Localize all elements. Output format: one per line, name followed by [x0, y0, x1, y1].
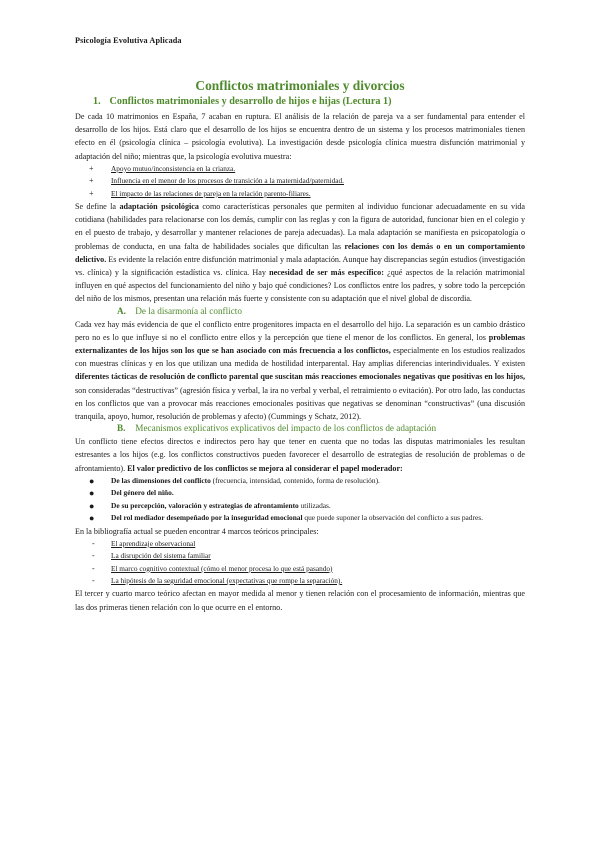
- list-item-text: (frecuencia, intensidad, contenido, forma de resolución).: [210, 475, 380, 485]
- document-title: Conflictos matrimoniales y divorcios: [195, 78, 405, 93]
- paragraph-1: De cada 10 matrimonios en España, 7 acaban en ruptura. El análisis de la relación de pareja va a ser fundamental para entender el desarrollo de los hijos. Está claro que el desarrollo de los hijos se encuentra dentro de un sistema y los procesos matrimoniales tienen efecto en él (psicología clínica – psicología evolutiva). La investigación desde psicología clínica muestra disfunción matrimonial y adaptación del niño; mientras que, la psicología evolutiva muestra:: [75, 112, 525, 161]
- list-item: [89, 163, 525, 175]
- bullet-list-1: [75, 163, 525, 200]
- text-run: como características personales que permiten al individuo funcionar adecuadamente en su vida cotidiana (habilidades para relacionarse con los demás, cumplir con las reglas y con la figura de autoridad, funcionar bien en el colegio y en el puesto de trabajo, y desarrollar y mantener relaciones de pareja adecuadas). La mala adaptación se manifiesta en psicopatología o problemas de conducta, en una falta de habilidades sociales que dificultan las: [75, 202, 525, 251]
- plus-marker: +: [89, 163, 94, 173]
- dash-marker: -: [92, 575, 95, 585]
- section-b-title: Mecanismos explicativos explicativos del impacto de los conflictos de adaptación: [135, 423, 437, 434]
- section-a-title: De la disarmonía al conflicto: [135, 305, 242, 316]
- section-a-letter: A.: [117, 305, 126, 316]
- list-item: [89, 512, 525, 524]
- section-1-heading: [93, 96, 525, 107]
- plus-marker: +: [89, 176, 94, 186]
- bold-term: necesidad de ser más específico:: [269, 268, 384, 278]
- document-body: [75, 78, 525, 614]
- paragraph-5: En la bibliografía actual se pueden encontrar 4 marcos teóricos principales:: [75, 526, 319, 536]
- list-item: [89, 563, 525, 575]
- bold-term: El valor predictivo de los conflictos se mejora al considerar el papel moderador:: [127, 463, 403, 473]
- text-run: ¿qué aspectos de la relación matrimonial influyen en qué aspectos del funcionamiento del niño y bajo qué condiciones? Los conflictos entre los padres, y sobre todo la percepción del niño de los mismos, presentan una relación más fuerte y consistente con su adaptación que el nivel global de discordia.: [75, 268, 525, 304]
- list-item-text: utilizadas.: [298, 500, 331, 510]
- bullet-dot: ●: [89, 488, 95, 499]
- section-1-title: Conflictos matrimoniales y desarrollo de hijos e hijas (Lectura 1): [109, 96, 392, 107]
- section-b-letter: B.: [117, 423, 126, 434]
- text-run: Es evidente la relación entre disfunción matrimonial y mala adaptación. Aunque hay discrepancias según estudios (investigación vs. clínica) y la significación estadística vs. clínica. Hay: [75, 254, 525, 278]
- list-item: [89, 500, 525, 512]
- list-item: [89, 475, 525, 487]
- bullet-list-2: [75, 475, 525, 525]
- section-a-heading: [117, 306, 525, 316]
- bold-term: problemas externalizantes de los hijos son los que se han asociado con más frecuencia a los conflictos,: [75, 332, 525, 356]
- section-b-heading: [117, 423, 525, 433]
- list-item-text: La hipótesis de la seguridad emocional (expectativas que rompe la separación).: [111, 575, 343, 585]
- text-run: son consideradas “destructivas” (agresión física y verbal, la ira no verbal y verbal, el retraimiento o evitación). Por otro lado, las conductas en los conflictos que van a provocar más reacciones emocionales positivas que negativas se denominan “constructivas” (una discusión tranquila, apoyo, humor, resolución de problemas y afecto) (Cummings y Schatz, 2012).: [75, 385, 525, 422]
- list-item: [89, 175, 525, 187]
- bold-term: Del género del niño.: [111, 488, 174, 498]
- list-item: [89, 487, 525, 499]
- text-run: Un conflicto tiene efectos directos e indirectos pero hay que tener en cuenta que no todas las disputas matrimoniales les resultan estresantes a los hijos (e.g. los conflictos constructivos pueden favorecer el desarrollo de estrategias de resolución de problemas o de afrontamiento).: [75, 437, 525, 473]
- running-header: Psicología Evolutiva Aplicada: [75, 36, 182, 45]
- bold-term: De su percepción, valoración y estrategias de afrontamiento: [111, 500, 299, 510]
- section-1-number: 1.: [93, 96, 101, 107]
- bullet-dot: ●: [89, 513, 95, 524]
- list-item-text: La disrupción del sistema familiar: [111, 551, 211, 561]
- paragraph-4: [75, 435, 525, 475]
- list-item: [89, 188, 525, 200]
- list-item: [89, 538, 525, 550]
- list-item-text: Apoyo mutuo/inconsistencia en la crianza.: [111, 163, 236, 173]
- paragraph-3: [75, 318, 525, 424]
- bold-term: Del rol mediador desempeñado por la inseguridad emocional: [111, 513, 303, 523]
- list-item-text: que puede suponer la observación del conflicto a sus padres.: [302, 513, 483, 523]
- list-item-text: Influencia en el menor de los procesos de transición a la maternidad/paternidad.: [111, 176, 345, 186]
- list-item: [89, 550, 525, 562]
- bullet-list-3: [75, 538, 525, 588]
- text-run: Se define la: [75, 202, 120, 212]
- list-item-text: El impacto de las relaciones de pareja en la relación parento-filiares.: [111, 188, 311, 198]
- dash-marker: -: [92, 551, 95, 561]
- bold-term: diferentes tácticas de resolución de conflicto parental que suscitan más reacciones emocionales negativas que positivas en los hijos,: [75, 372, 525, 382]
- paragraph-6: El tercer y cuarto marco teórico afectan en mayor medida al menor y tienen relación con el procesamiento de información, mientras que las dos primeras tienen relación con lo que ocurre en el entorno.: [75, 589, 525, 612]
- text-run: especialmente en los estudios realizados con muestras clínicas y en los que utilizan una medida de hostilidad interparental. Hay amplias diferencias interindividuales. Y existen: [75, 346, 525, 369]
- bullet-dot: ●: [89, 475, 95, 486]
- bold-term: adaptación psicológica: [119, 202, 199, 212]
- list-item-text: El aprendizaje observacional: [111, 538, 196, 548]
- dash-marker: -: [92, 538, 95, 548]
- list-item: [89, 575, 525, 587]
- bold-term: De las dimensiones del conflicto: [111, 475, 211, 485]
- text-run: Cada vez hay más evidencia de que el conflicto entre progenitores impacta en el desarrollo del hijo. La separación es un cambio drástico pero no es lo que influye si no el conflicto entre ellos y la percepción que tiene el menor de los conflictos. En general, los: [75, 319, 525, 342]
- bullet-dot: ●: [89, 500, 95, 511]
- plus-marker: +: [89, 188, 94, 198]
- list-item-text: El marco cognitivo contextual (cómo el menor procesa lo que está pasando): [111, 563, 333, 573]
- bold-term: relaciones con los demás o en un comportamiento delictivo.: [75, 241, 526, 264]
- paragraph-2: [75, 200, 525, 306]
- dash-marker: -: [92, 563, 95, 573]
